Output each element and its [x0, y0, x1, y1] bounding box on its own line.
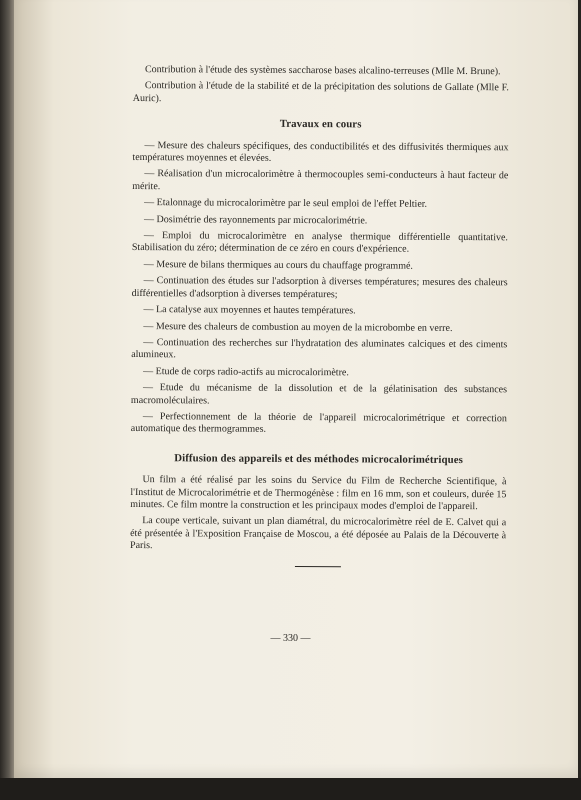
list-item: — Mesure de bilans thermiques au cours du chauffage programmé.	[143, 258, 413, 272]
section-divider-rule	[295, 566, 341, 568]
page-content	[130, 64, 509, 568]
page-number: — 330 —	[270, 633, 311, 644]
list-item: — Réalisation d'un microcalorimètre à thermocouples semi-conducteurs à haut facteur de mérite.	[132, 168, 509, 193]
scan-background-bottom	[0, 778, 581, 800]
list-item: — La catalyse aux moyennes et hautes températures.	[143, 304, 356, 317]
list-item: — Mesure des chaleurs de combustion au moyen de la microbombe en verre.	[143, 320, 453, 334]
list-item: — Mesure des chaleurs spécifiques, des conductibilités et des diffusivités thermiques aux températures moyennes et élevées.	[132, 139, 509, 164]
intro-paragraph: Contribution à l'étude de la stabilité et de la précipitation des solutions de Gallate (Mlle F. Auric).	[132, 80, 509, 104]
list-item: — Continuation des recherches sur l'hydratation des aluminates calciques et des ciments alumineux.	[131, 336, 508, 361]
body-paragraph: Un film a été réalisé par les soins du Service du Film de Recherche Scientifique, à l'Institut de Microcalorimétrie et de Thermogénèse : film en 16 mm, son et couleurs, durée 15 minutes. Ce film montre la construction et les principaux modes d'emploi de l'appareil.	[130, 474, 507, 513]
list-item: — Continuation des études sur l'adsorption à diverses températures; mesures des chaleurs différentielles d'adsorption à diverses températures;	[131, 275, 508, 300]
list-item: — Etalonnage du microcalorimètre par le seul emploi de l'effet Peltier.	[144, 197, 428, 211]
list-item: — Dosimétrie des rayonnements par microcalorimétrie.	[144, 213, 368, 227]
section-title-travaux: Travaux en cours	[279, 118, 362, 131]
intro-paragraph: Contribution à l'étude des systèmes saccharose bases alcalino-terreuses (Mlle M. Brune).	[144, 64, 501, 78]
list-item: — Etude du mécanisme de la dissolution et de la gélatinisation des substances macromoléculaires.	[130, 382, 508, 407]
body-paragraph: La coupe verticale, suivant un plan diamétral, du microcalorimètre réel de E. Calvet qui a été présentée à l'Exposition Française de Moscou, a été déposée au Palais de la Découverte à Paris.	[130, 515, 507, 552]
section-title-diffusion: Diffusion des appareils et des méthodes microcalorimétriques	[174, 452, 463, 466]
list-item: — Emploi du microcalorimètre en analyse thermique différentielle quantitative. Stabilisation du zéro; détermination de ce zéro en cours d'expérience.	[131, 230, 508, 256]
list-item: — Etude de corps radio-actifs au microcalorimètre.	[143, 365, 349, 379]
list-item: — Perfectionnement de la théorie de l'appareil microcalorimétrique et correction automatique des thermogrammes.	[130, 411, 507, 436]
